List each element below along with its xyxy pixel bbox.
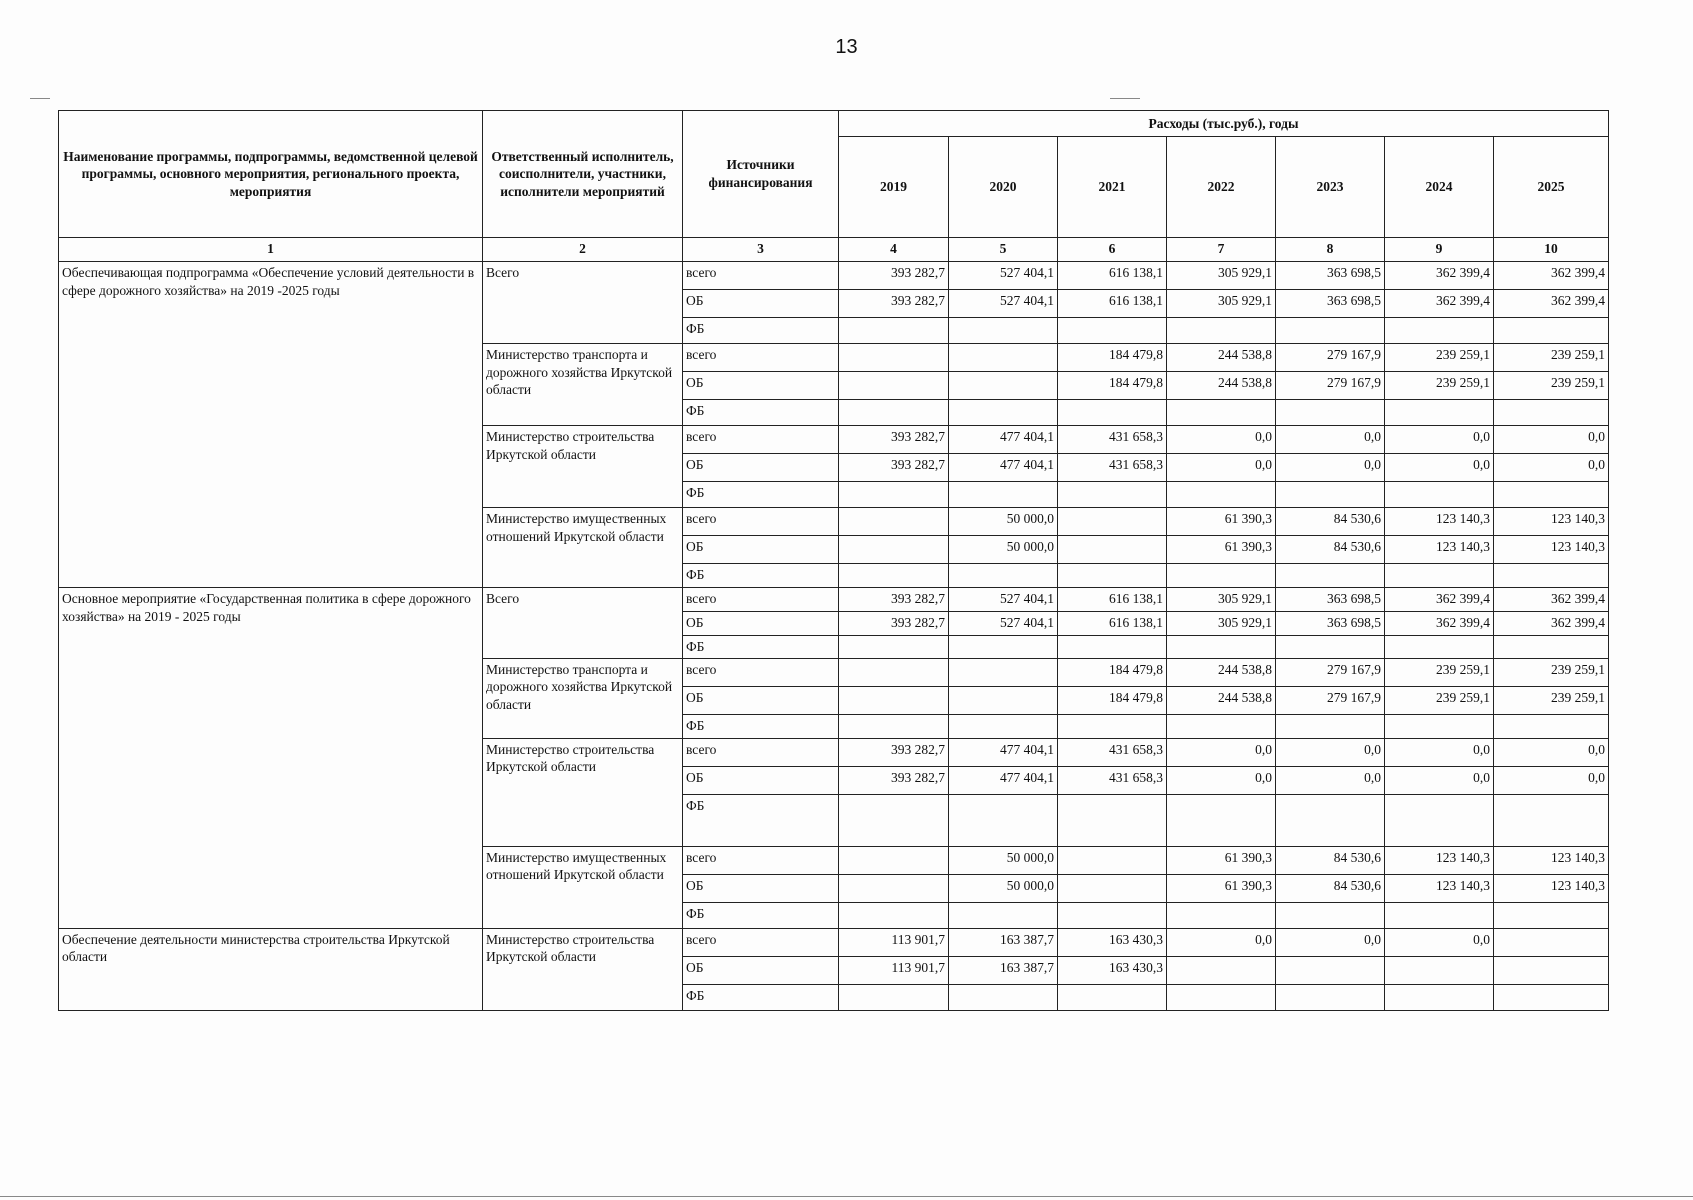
expense-value-cell: 0,0 [1494,766,1609,794]
funding-source-cell: всего [683,508,839,536]
funding-source-cell: ОБ [683,956,839,984]
expense-value-cell: 0,0 [1494,454,1609,482]
expense-value-cell [1058,564,1167,588]
header-year: 2022 [1167,137,1276,238]
expense-value-cell [1167,636,1276,659]
funding-source-cell: всего [683,588,839,612]
header-year: 2021 [1058,137,1167,238]
expense-value-cell [839,318,949,344]
expense-value-cell: 239 259,1 [1494,686,1609,714]
expense-value-cell: 279 167,9 [1276,658,1385,686]
funding-source-cell: ФБ [683,482,839,508]
executor-cell: Министерство строительства Иркутской области [483,738,683,846]
expense-value-cell: 616 138,1 [1058,262,1167,290]
expense-value-cell: 279 167,9 [1276,344,1385,372]
expense-value-cell: 244 538,8 [1167,344,1276,372]
expense-value-cell [1058,714,1167,738]
expense-value-cell: 393 282,7 [839,738,949,766]
scan-artifact-line [0,1196,1693,1197]
expense-value-cell: 61 390,3 [1167,874,1276,902]
expense-value-cell: 84 530,6 [1276,874,1385,902]
expense-value-cell [1276,482,1385,508]
expense-value-cell: 163 430,3 [1058,956,1167,984]
funding-source-cell: ФБ [683,564,839,588]
expense-value-cell [949,636,1058,659]
expense-value-cell: 393 282,7 [839,766,949,794]
expense-value-cell [1385,956,1494,984]
expense-value-cell: 50 000,0 [949,846,1058,874]
expense-value-cell [1276,956,1385,984]
expense-value-cell [1058,318,1167,344]
header-source: Источники финансирования [683,111,839,238]
expense-value-cell [1385,902,1494,928]
expense-value-cell [949,714,1058,738]
column-number: 6 [1058,238,1167,262]
expense-value-cell [839,984,949,1010]
expense-value-cell: 0,0 [1167,454,1276,482]
expense-value-cell [839,372,949,400]
expense-value-cell [1167,984,1276,1010]
expense-value-cell: 393 282,7 [839,588,949,612]
expense-value-cell: 0,0 [1385,928,1494,956]
funding-source-cell: всего [683,262,839,290]
expense-value-cell: 393 282,7 [839,426,949,454]
expense-value-cell [1276,714,1385,738]
expense-value-cell [1494,714,1609,738]
expense-value-cell [839,794,949,846]
expense-value-cell: 61 390,3 [1167,508,1276,536]
expense-value-cell: 362 399,4 [1494,290,1609,318]
funding-source-cell: ФБ [683,318,839,344]
executor-cell: Министерство транспорта и дорожного хозяйства Иркутской области [483,658,683,738]
program-name-cell: Обеспечение деятельности министерства строительства Иркутской области [59,928,483,1010]
expense-value-cell: 61 390,3 [1167,536,1276,564]
expense-value-cell: 305 929,1 [1167,290,1276,318]
executor-cell: Министерство строительства Иркутской области [483,426,683,508]
expense-value-cell: 477 404,1 [949,454,1058,482]
expense-value-cell [1167,482,1276,508]
expense-value-cell [1058,508,1167,536]
expense-value-cell [1167,956,1276,984]
expense-value-cell [1276,794,1385,846]
expense-value-cell [1385,636,1494,659]
expense-value-cell: 239 259,1 [1385,344,1494,372]
expense-value-cell [949,686,1058,714]
expense-value-cell: 0,0 [1276,928,1385,956]
expense-value-cell [839,714,949,738]
expense-value-cell [1494,564,1609,588]
expense-value-cell: 244 538,8 [1167,372,1276,400]
funding-source-cell: всего [683,658,839,686]
funding-source-cell: ФБ [683,902,839,928]
scan-artifact-line [30,98,50,99]
header-year: 2019 [839,137,949,238]
expense-value-cell: 123 140,3 [1494,874,1609,902]
expense-value-cell: 477 404,1 [949,426,1058,454]
column-number: 1 [59,238,483,262]
expense-value-cell: 0,0 [1494,738,1609,766]
header-name: Наименование программы, подпрограммы, ведомственной целевой программы, основного мероприятия, регионального проекта, мероприятия [59,111,483,238]
header-executor: Ответственный исполнитель, соисполнители, участники, исполнители мероприятий [483,111,683,238]
expense-value-cell: 163 387,7 [949,928,1058,956]
expense-value-cell: 431 658,3 [1058,454,1167,482]
expense-value-cell [1494,318,1609,344]
expense-value-cell [839,902,949,928]
expense-value-cell [1058,846,1167,874]
expense-value-cell [949,400,1058,426]
funding-source-cell: ОБ [683,372,839,400]
expense-value-cell [949,794,1058,846]
expense-value-cell [839,536,949,564]
expense-value-cell: 84 530,6 [1276,508,1385,536]
expense-value-cell [949,344,1058,372]
expense-value-cell: 0,0 [1167,766,1276,794]
expense-value-cell: 616 138,1 [1058,612,1167,636]
expense-value-cell [949,318,1058,344]
expense-value-cell: 527 404,1 [949,588,1058,612]
expense-value-cell [1385,564,1494,588]
expense-value-cell: 0,0 [1276,766,1385,794]
expense-value-cell: 363 698,5 [1276,612,1385,636]
expense-value-cell: 239 259,1 [1494,658,1609,686]
header-year: 2024 [1385,137,1494,238]
expense-value-cell [1167,902,1276,928]
column-number: 7 [1167,238,1276,262]
expense-value-cell: 363 698,5 [1276,290,1385,318]
expense-value-cell [1494,400,1609,426]
funding-source-cell: ОБ [683,290,839,318]
expense-value-cell: 477 404,1 [949,738,1058,766]
funding-source-cell: ОБ [683,536,839,564]
expense-value-cell: 305 929,1 [1167,612,1276,636]
expense-value-cell: 362 399,4 [1385,290,1494,318]
expense-value-cell: 0,0 [1385,426,1494,454]
funding-source-cell: ФБ [683,794,839,846]
expense-value-cell [839,508,949,536]
expense-value-cell [1385,714,1494,738]
expense-value-cell [1385,482,1494,508]
expense-value-cell: 0,0 [1385,738,1494,766]
column-number: 8 [1276,238,1385,262]
executor-cell: Министерство имущественных отношений Иркутской области [483,846,683,928]
funding-source-cell: всего [683,846,839,874]
expense-value-cell [1276,984,1385,1010]
column-number: 10 [1494,238,1609,262]
funding-source-cell: ФБ [683,636,839,659]
expense-value-cell: 0,0 [1494,426,1609,454]
expense-value-cell [839,344,949,372]
expense-value-cell [1058,984,1167,1010]
column-number: 3 [683,238,839,262]
expense-value-cell: 0,0 [1167,426,1276,454]
expense-value-cell: 239 259,1 [1385,372,1494,400]
column-number: 4 [839,238,949,262]
expense-value-cell: 239 259,1 [1494,344,1609,372]
expense-value-cell [1167,794,1276,846]
expense-value-cell: 393 282,7 [839,454,949,482]
executor-cell: Министерство транспорта и дорожного хозяйства Иркутской области [483,344,683,426]
table-body [59,262,1609,1011]
funding-source-cell: ФБ [683,714,839,738]
expense-value-cell: 527 404,1 [949,262,1058,290]
executor-cell: Министерство строительства Иркутской области [483,928,683,1010]
expense-value-cell: 84 530,6 [1276,846,1385,874]
expense-value-cell [949,658,1058,686]
expense-value-cell [1058,874,1167,902]
expense-value-cell: 279 167,9 [1276,372,1385,400]
funding-source-cell: всего [683,738,839,766]
expense-value-cell: 362 399,4 [1494,262,1609,290]
expense-value-cell: 239 259,1 [1385,686,1494,714]
expense-value-cell: 362 399,4 [1385,262,1494,290]
funding-source-cell: ОБ [683,766,839,794]
expense-value-cell [949,902,1058,928]
expense-value-cell: 363 698,5 [1276,588,1385,612]
expense-value-cell [1494,984,1609,1010]
expense-value-cell [1494,902,1609,928]
expense-value-cell: 362 399,4 [1494,588,1609,612]
expense-value-cell [1058,902,1167,928]
expense-value-cell: 239 259,1 [1385,658,1494,686]
expense-value-cell [839,846,949,874]
expense-value-cell: 305 929,1 [1167,588,1276,612]
expense-value-cell [1276,902,1385,928]
expense-value-cell [1494,928,1609,956]
expense-value-cell: 50 000,0 [949,874,1058,902]
header-expenses: Расходы (тыс.руб.), годы [839,111,1609,137]
expense-value-cell: 362 399,4 [1494,612,1609,636]
expense-value-cell [1494,636,1609,659]
column-number: 2 [483,238,683,262]
expense-value-cell [1494,956,1609,984]
budget-table [58,110,1609,1011]
expense-value-cell: 184 479,8 [1058,344,1167,372]
funding-source-cell: ОБ [683,874,839,902]
expense-value-cell [839,874,949,902]
expense-value-cell [839,686,949,714]
funding-source-cell: ФБ [683,984,839,1010]
program-name-cell: Основное мероприятие «Государственная политика в сфере дорожного хозяйства» на 2019 - 2025 годы [59,588,483,929]
expense-value-cell [1276,400,1385,426]
expense-value-cell: 123 140,3 [1385,508,1494,536]
expense-value-cell: 184 479,8 [1058,658,1167,686]
expense-value-cell [949,564,1058,588]
expense-value-cell [1276,636,1385,659]
expense-value-cell: 0,0 [1167,928,1276,956]
expense-value-cell: 616 138,1 [1058,588,1167,612]
expense-value-cell: 0,0 [1276,454,1385,482]
expense-value-cell: 279 167,9 [1276,686,1385,714]
executor-cell: Всего [483,262,683,344]
column-number: 9 [1385,238,1494,262]
funding-source-cell: ФБ [683,400,839,426]
expense-value-cell: 184 479,8 [1058,372,1167,400]
header-year: 2023 [1276,137,1385,238]
expense-value-cell [1058,794,1167,846]
funding-source-cell: ОБ [683,686,839,714]
expense-value-cell: 61 390,3 [1167,846,1276,874]
expense-value-cell: 163 430,3 [1058,928,1167,956]
expense-value-cell [1385,794,1494,846]
expense-value-cell: 239 259,1 [1494,372,1609,400]
expense-value-cell: 113 901,7 [839,956,949,984]
expense-value-cell: 431 658,3 [1058,738,1167,766]
expense-value-cell: 393 282,7 [839,612,949,636]
expense-value-cell: 123 140,3 [1385,536,1494,564]
funding-source-cell: всего [683,426,839,454]
scan-artifact-line [1110,98,1140,99]
expense-value-cell: 84 530,6 [1276,536,1385,564]
expense-value-cell [839,564,949,588]
expense-value-cell [1385,984,1494,1010]
program-name-cell: Обеспечивающая подпрограмма «Обеспечение условий деятельности в сфере дорожного хозяйства» на 2019 -2025 годы [59,262,483,588]
table-row [59,588,1609,612]
expense-value-cell [949,482,1058,508]
expense-value-cell [839,658,949,686]
expense-value-cell: 123 140,3 [1385,846,1494,874]
expense-value-cell [1167,318,1276,344]
expense-value-cell: 0,0 [1276,426,1385,454]
expense-value-cell: 123 140,3 [1385,874,1494,902]
expense-value-cell [1385,400,1494,426]
expense-value-cell: 163 387,7 [949,956,1058,984]
expense-value-cell: 123 140,3 [1494,536,1609,564]
expense-value-cell: 305 929,1 [1167,262,1276,290]
expense-value-cell [1058,636,1167,659]
expense-value-cell: 362 399,4 [1385,612,1494,636]
executor-cell: Министерство имущественных отношений Иркутской области [483,508,683,588]
expense-value-cell [1167,400,1276,426]
expense-value-cell [1494,794,1609,846]
expense-value-cell [1276,564,1385,588]
expense-value-cell: 477 404,1 [949,766,1058,794]
expense-value-cell [1167,564,1276,588]
expense-value-cell [1058,536,1167,564]
expense-value-cell: 0,0 [1385,454,1494,482]
funding-source-cell: всего [683,928,839,956]
expense-value-cell: 244 538,8 [1167,686,1276,714]
expense-value-cell: 0,0 [1167,738,1276,766]
expense-value-cell: 0,0 [1276,738,1385,766]
expense-value-cell [949,372,1058,400]
expense-value-cell: 393 282,7 [839,290,949,318]
expense-value-cell [1385,318,1494,344]
funding-source-cell: ОБ [683,612,839,636]
table-row [59,262,1609,290]
funding-source-cell: всего [683,344,839,372]
expense-value-cell [1167,714,1276,738]
header-year: 2025 [1494,137,1609,238]
executor-cell: Всего [483,588,683,659]
expense-value-cell: 113 901,7 [839,928,949,956]
header-year: 2020 [949,137,1058,238]
expense-value-cell [1058,400,1167,426]
table-row [59,928,1609,956]
expense-value-cell: 616 138,1 [1058,290,1167,318]
expense-value-cell: 431 658,3 [1058,426,1167,454]
expense-value-cell: 184 479,8 [1058,686,1167,714]
expense-value-cell [1276,318,1385,344]
expense-value-cell [949,984,1058,1010]
expense-value-cell: 431 658,3 [1058,766,1167,794]
expense-value-cell [1058,482,1167,508]
expense-value-cell: 0,0 [1385,766,1494,794]
expense-value-cell: 244 538,8 [1167,658,1276,686]
expense-value-cell [839,400,949,426]
expense-value-cell [839,482,949,508]
expense-value-cell: 363 698,5 [1276,262,1385,290]
column-number: 5 [949,238,1058,262]
expense-value-cell: 50 000,0 [949,508,1058,536]
funding-source-cell: ОБ [683,454,839,482]
expense-value-cell: 527 404,1 [949,290,1058,318]
expense-value-cell [839,636,949,659]
expense-value-cell: 527 404,1 [949,612,1058,636]
expense-value-cell: 393 282,7 [839,262,949,290]
expense-value-cell: 50 000,0 [949,536,1058,564]
expense-value-cell: 123 140,3 [1494,846,1609,874]
expense-value-cell [1494,482,1609,508]
expense-value-cell: 362 399,4 [1385,588,1494,612]
page-number: 13 [835,36,858,58]
expense-value-cell: 123 140,3 [1494,508,1609,536]
